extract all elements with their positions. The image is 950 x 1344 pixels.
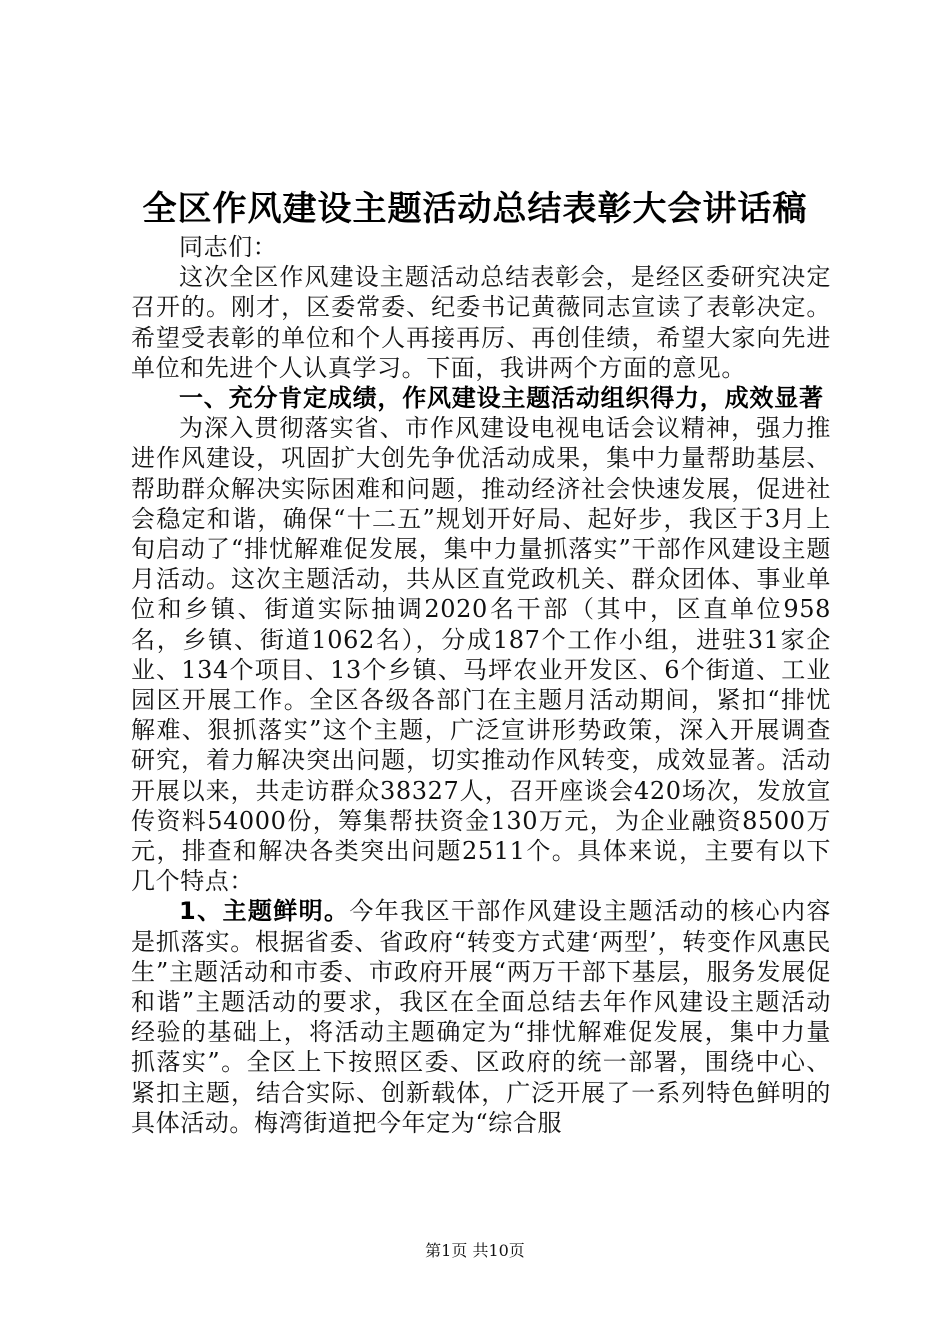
- document-body: [131, 232, 831, 1138]
- section-paragraph: 为深入贯彻落实省、市作风建设电视电话会议精神，强力推进作风建设，巩固扩大创先争优活动成果，集中力量帮助基层、帮助群众解决实际困难和问题，推动经济社会快速发展，促进社会稳定和谐，确保“十二五”规划开好局、起好步，我区于3月上旬启动了“排忧解难促发展，集中力量抓落实”干部作风建设主题月活动。这次主题活动，共从区直党政机关、群众团体、事业单位和乡镇、街道实际抽调2020名干部（其中，区直单位958名，乡镇、街道1062名），分成187个工作小组，进驻31家企业、134个项目、13个乡镇、马坪农业开发区、6个街道、工业园区开展工作。全区各级各部门在主题月活动期间，紧扣“排忧解难、狠抓落实”这个主题，广泛宣讲形势政策，深入开展调查研究，着力解决突出问题，切实推动作风转变，成效显著。活动开展以来，共走访群众38327人，召开座谈会420场次，发放宣传资料54000份，筹集帮扶资金130万元，为企业融资8500万元，排查和解决各类突出问题2511个。具体来说，主要有以下几个特点：: [131, 414, 831, 896]
- intro-paragraph: 这次全区作风建设主题活动总结表彰会，是经区委研究决定召开的。刚才，区委常委、纪委书记黄薇同志宣读了表彰决定。希望受表彰的单位和个人再接再厉、再创佳绩，希望大家向先进单位和先进个人认真学习。下面，我讲两个方面的意见。: [131, 263, 831, 382]
- salutation: 同志们：: [179, 233, 278, 261]
- section-heading: 一、充分肯定成绩，作风建设主题活动组织得力，成效显著: [179, 384, 824, 413]
- document-title: 全区作风建设主题活动总结表彰大会讲话稿: [142, 189, 808, 229]
- page-footer: 第1页 共10页: [425, 1241, 525, 1260]
- point-lead: 1、主题鲜明。: [179, 897, 350, 926]
- point-body: 今年我区干部作风建设主题活动的核心内容是抓落实。根据省委、省政府“转变方式建‘两型’，转变作风惠民生”主题活动和市委、市政府开展“两万干部下基层，服务发展促和谐”主题活动的要求，我区在全面总结去年作风建设主题活动经验的基础上，将活动主题确定为“排忧解难促发展，集中力量抓落实”。全区上下按照区委、区政府的统一部署，围绕中心、紧扣主题，结合实际、创新载体，广泛开展了一系列特色鲜明的具体活动。梅湾街道把今年定为“综合服: [131, 897, 831, 1137]
- point-paragraph: [131, 896, 831, 1138]
